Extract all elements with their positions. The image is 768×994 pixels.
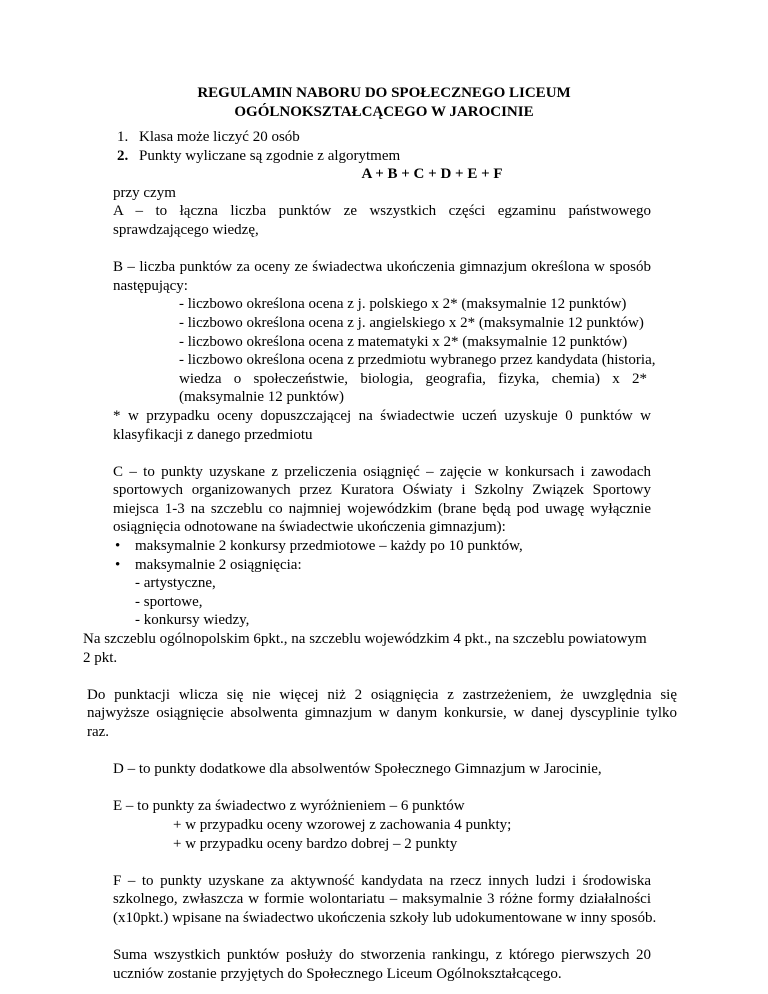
list-item: - liczbowo określona ocena z j. angielskiego x 2* (maksymalnie 12 punktów) xyxy=(179,314,644,331)
bullet-icon: • xyxy=(115,538,121,555)
title-line-2: OGÓLNOKSZTAŁCĄCEGO W JAROCINIE xyxy=(234,104,534,120)
list-item: 2. Punkty wyliczane są zgodnie z algorytmem xyxy=(117,147,401,164)
przy-czym: przy czym xyxy=(113,184,176,201)
list-item: • maksymalnie 2 konkursy przedmiotowe – każdy po 10 punktów, xyxy=(115,538,523,555)
list-item: • maksymalnie 2 osiągnięcia: xyxy=(115,556,302,573)
document-body xyxy=(83,128,677,983)
section-b: B – liczba punktów za oceny ze świadectwa ukończenia gimnazjum określona w sposób następujący: - liczbowo określona ocena z j. polskiego x 2* (maksymalnie 12 punktów) - liczbowo określona ocena z j. angielskiego x 2* (maksymalnie 12 punktów) - liczbowo określona ocena z matematyki x 2* (maksymalnie 12 punktów) - liczbowo określona ocena z przedmiotu wybranego przez kandydata (historia, wiedza o społeczeństwie, biologia, geografia, fizyka, chemia) x 2* (maksymalnie 12 punktów) * w przypadku oceny dopuszczającej na świadectwie uczeń uzyskuje 0 punktów w klasyfikacji z danego przedmiotu xyxy=(113,259,656,443)
list-item: - liczbowo określona ocena z j. polskiego x 2* (maksymalnie 12 punktów) xyxy=(179,296,627,313)
bullet-icon: • xyxy=(115,556,121,573)
section-f: F – to punkty uzyskane za aktywność kandydata na rzecz innych ludzi i środowiska szkolnego, zwłaszcza w formie wolontariatu – maksymalnie 3 różne formy działalności (x10pkt.) wpisane na świadectwo ukończenia szkoły lub udokumentowane w inny sposób. xyxy=(113,872,657,926)
limit-note: Do punktacji wlicza się nie więcej niż 2 osiągnięcia z zastrzeżeniem, że uwzględnia się najwyższe osiągnięcie absolwenta gimnazjum w danym konkursie, w danej dyscyplinie tylko raz. xyxy=(87,686,677,740)
section-a: A – to łączna liczba punktów ze wszystkich części egzaminu państwowego sprawdzającego wiedzę, xyxy=(113,203,651,238)
list-item: 1. Klasa może liczyć 20 osób xyxy=(117,129,300,145)
formula: A + B + C + D + E + F xyxy=(361,166,503,183)
title-line-1: REGULAMIN NABORU DO SPOŁECZNEGO LICEUM xyxy=(197,85,571,101)
page-title xyxy=(0,84,768,122)
list-item: - liczbowo określona ocena z matematyki x 2* (maksymalnie 12 punktów) xyxy=(179,333,628,350)
section-e: E – to punkty za świadectwo z wyróżnieniem – 6 punktów + w przypadku oceny wzorowej z zachowania 4 punkty; + w przypadku oceny bardzo dobrej – 2 punkty xyxy=(113,798,512,852)
summary: Suma wszystkich punktów posłuży do stworzenia rankingu, z którego pierwszych 20 uczniów zostanie przyjętych do Społecznego Liceum Ogólnokształcącego. xyxy=(113,947,651,982)
list-item: - liczbowo określona ocena z przedmiotu wybranego przez kandydata (historia, xyxy=(179,352,656,369)
section-d: D – to punkty dodatkowe dla absolwentów Społecznego Gimnazjum w Jarocinie, xyxy=(113,761,602,778)
section-c: C – to punkty uzyskane z przeliczenia osiągnięć – zajęcie w konkursach i zawodach sportowych organizowanych przez Kuratora Oświaty i Szkolny Związek Sportowy miejsca 1-3 na szczeblu co najmniej wojewódzkim (brane będą pod uwagę wyłącznie osiągnięcia odnotowane na świadectwie ukończenia gimnazjum): • maksymalnie 2 konkursy przedmiotowe – każdy po 10 punktów, • maksymalnie 2 osiągnięcia: - artystyczne, - sportowe, - konkursy wiedzy, Na szczeblu ogólnopolskim 6pkt., na szczeblu wojewódzkim 4 pkt., na szczeblu powiatowym 2 pkt. xyxy=(83,463,651,666)
b-note: * w przypadku oceny dopuszczającej na świadectwie uczeń uzyskuje 0 punktów w xyxy=(113,407,651,424)
